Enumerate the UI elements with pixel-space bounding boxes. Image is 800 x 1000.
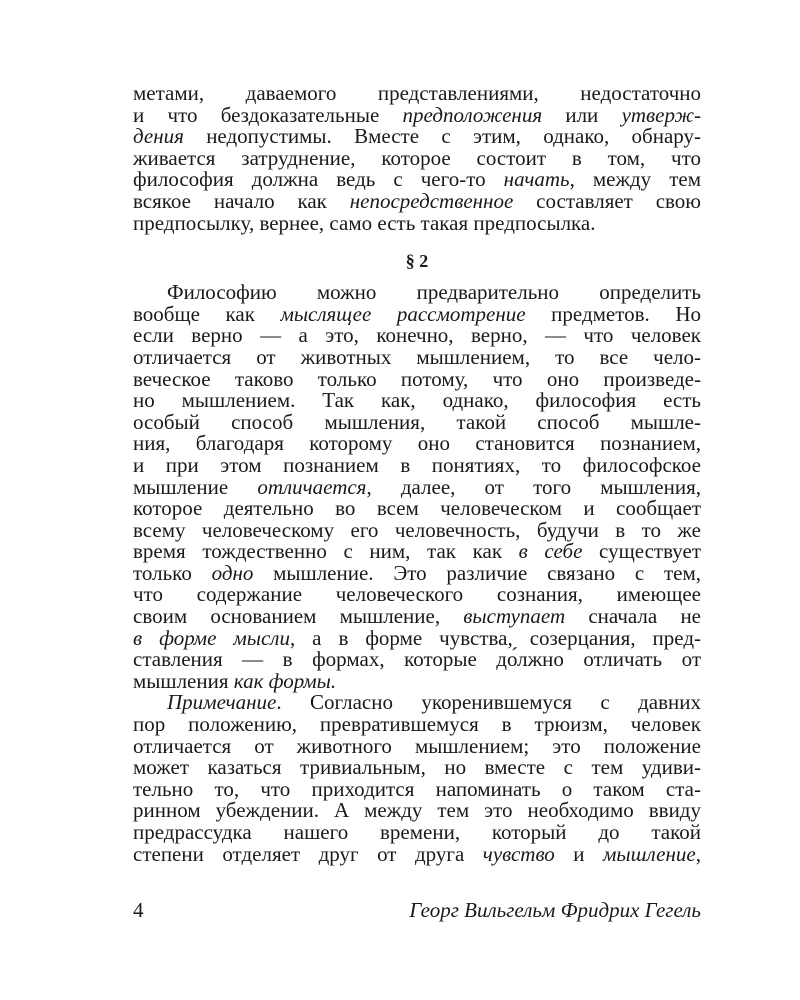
text-line: дения недопустимы. Вместе с этим, однако, обнару-: [133, 124, 701, 149]
page-number: 4: [133, 898, 144, 922]
text-line: ринном убеждении. А между тем это необходимо ввиду: [133, 798, 701, 823]
text-line: вообще как мыслящее рассмотрение предметов. Но: [133, 301, 702, 326]
text-line: что содержание человеческого сознания, имеющее: [133, 582, 701, 607]
text-line: пор положению, превратившемуся в трюизм, человек: [133, 712, 701, 737]
text-line: предпосылку, вернее, само есть такая предпосылка.: [133, 210, 596, 235]
text-line: может казаться тривиальным, но вместе с тем удиви-: [133, 755, 701, 780]
text-line: отличается от животных мышлением, то все чело-: [133, 344, 701, 369]
text-line: степени отделяет друг от друга чувство и мышление,: [133, 841, 701, 866]
intro-paragraph: [133, 83, 701, 234]
page-text-block: [133, 83, 701, 865]
note-paragraph: [133, 692, 701, 865]
text-line: веческое таково только потому, что оно произведе-: [133, 366, 701, 391]
text-line: ставления — в формах, которые до́лжно отличать от: [133, 647, 701, 672]
text-line: мышление отличается, далее, от того мышления,: [133, 474, 701, 499]
text-line: но мышлением. Так как, однако, философия есть: [133, 388, 701, 413]
text-line: мышления как формы.: [133, 668, 337, 693]
text-line: своим основанием мышление, выступает сначала не: [133, 604, 701, 629]
text-line: в форме мысли, а в форме чувства, созерцания, пред-: [133, 625, 701, 650]
section-paragraph: [133, 282, 701, 692]
text-line: тельно то, что приходится напоминать о таком ста-: [133, 776, 701, 801]
text-line: и при этом познанием в понятиях, то философское: [133, 452, 701, 477]
text-line: время тождественно с ним, так как в себе существует: [133, 539, 701, 564]
page-footer: [133, 897, 701, 923]
text-line: Философию можно предварительно определить: [167, 280, 701, 305]
text-line: живается затруднение, которое состоит в том, что: [133, 145, 701, 170]
running-title: Георг Вильгельм Фридрих Гегель: [409, 898, 701, 922]
text-line: особый способ мышления, такой способ мышле-: [133, 409, 701, 434]
section-heading: § 2: [405, 251, 429, 272]
text-line: Примечание. Согласно укоренившемуся с давних: [167, 690, 701, 715]
text-line: предрассудка нашего времени, который до такой: [133, 820, 701, 844]
text-line: которое деятельно во всем человеческом и сообщает: [133, 496, 701, 521]
text-line: всему человеческому его человечность, будучи в то же: [133, 517, 701, 542]
text-line: всякое начало как непосредственное составляет свою: [133, 188, 701, 213]
text-line: если верно — а это, конечно, верно, — что человек: [133, 323, 701, 348]
text-line: и что бездоказательные предположения или утверж-: [133, 102, 701, 127]
text-line: только одно мышление. Это различие связано с тем,: [133, 560, 701, 585]
text-line: философия должна ведь с чего-то начать, между тем: [133, 167, 702, 192]
text-line: ния, благодаря которому оно становится познанием,: [133, 431, 701, 456]
text-line: отличается от животного мышлением; это положение: [133, 733, 701, 758]
text-line: метами, даваемого представлениями, недостаточно: [133, 81, 701, 105]
